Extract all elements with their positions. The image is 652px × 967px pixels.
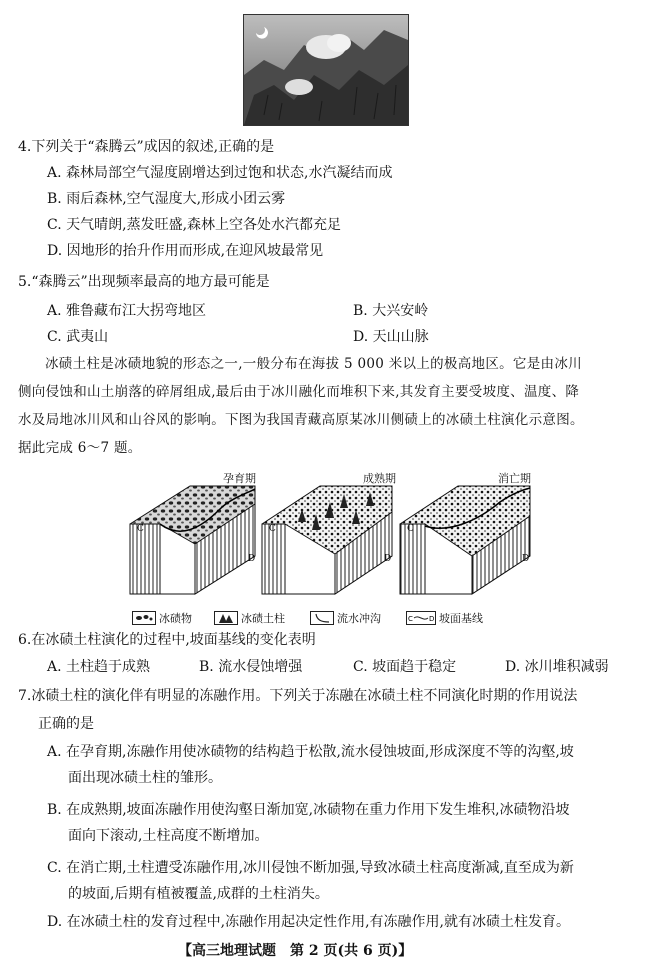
question-6-stem: 6.在冰碛土柱演化的过程中,坡面基线的变化表明 [18,632,316,648]
question-7-option-a-line-2: 面出现冰碛土柱的雏形。 [68,770,222,786]
legend-gully-label: 流水冲沟 [337,612,381,625]
svg-text:C: C [408,615,413,623]
svg-text:D: D [429,615,435,623]
question-7-option-b-line-1: B. 在成熟期,坡面冻融作用使沟壑日渐加宽,冰碛物在重力作用下发生堆积,冰碛物沿坡 [47,802,570,818]
passage-line-3: 水及局地冰川风和山谷风的影响。下图为我国青藏高原某冰川侧碛上的冰碛土柱演化示意图。 [18,412,584,428]
legend-pillar [214,610,285,626]
legend-baseline [406,610,483,626]
block-formation [130,486,255,594]
question-7-option-c-line-1: C. 在消亡期,土柱遭受冻融作用,冰川侵蚀不断加强,导致冰碛土柱高度渐减,直至成为新 [47,860,574,876]
corner-c-block1: C [137,524,144,534]
question-6-option-c: C. 坡面趋于稳定 [353,659,457,675]
question-4-option-b: B. 雨后森林,空气湿度大,形成小团云雾 [47,191,286,207]
block-diagrams [120,484,540,602]
question-7-option-c-line-2: 的坡面,后期有植被覆盖,成群的土柱消失。 [68,886,329,902]
question-4-option-c: C. 天气晴朗,蒸发旺盛,森林上空各处水汽都充足 [47,217,342,233]
question-5-option-c: C. 武夷山 [47,329,109,345]
page-footer: 【高三地理试题 第 2 页(共 6 页)】 [178,943,413,959]
question-6-option-a: A. 土柱趋于成熟 [47,659,151,675]
question-7-stem-line-2: 正确的是 [38,716,94,732]
legend-baseline-label: 坡面基线 [439,612,483,625]
corner-d-block3: D [522,554,530,564]
stage-label-mature: 成熟期 [363,472,396,485]
passage-line-1: 冰碛土柱是冰碛地貌的形态之一,一般分布在海拔 5 000 米以上的极高地区。它是由冰川 [45,356,582,372]
question-5-option-a: A. 雅鲁藏布江大拐弯地区 [47,303,207,319]
question-5-option-b: B. 大兴安岭 [353,303,429,319]
moraine-symbol-icon [132,611,156,625]
question-7-stem-line-1: 7.冰碛土柱的演化伴有明显的冻融作用。下列关于冻融在冰碛土柱不同演化时期的作用说法 [18,688,578,704]
baseline-symbol-icon [406,611,436,625]
forest-cloud-photo [243,14,409,126]
legend-pillar-label: 冰碛土柱 [241,612,285,625]
question-4-stem: 4.下列关于“森腾云”成因的叙述,正确的是 [18,139,275,155]
question-5-option-d: D. 天山山脉 [353,329,429,345]
legend-moraine [132,610,192,626]
passage-line-2: 侧向侵蚀和山土崩落的碎屑组成,最后由于冰川融化而堆积下来,其发育主要受坡度、温度、降 [18,384,580,400]
block-mature [262,486,392,594]
question-6-option-d: D. 冰川堆积减弱 [505,659,609,675]
question-7-option-b-line-2: 面向下滚动,土柱高度不断增加。 [68,828,269,844]
pillar-symbol-icon [214,611,238,625]
question-6-option-b: B. 流水侵蚀增强 [199,659,303,675]
question-4-option-d: D. 因地形的抬升作用而形成,在迎风坡最常见 [47,243,324,259]
legend-gully [310,610,381,626]
legend-moraine-label: 冰碛物 [159,612,192,625]
question-4-option-a: A. 森林局部空气湿度剧增达到过饱和状态,水汽凝结而成 [47,165,393,181]
corner-c-block3: C [407,524,414,534]
corner-c-block2: C [269,524,276,534]
corner-d-block2: D [384,554,392,564]
question-7-option-a-line-1: A. 在孕育期,冻融作用使冰碛物的结构趋于松散,流水侵蚀坡面,形成深度不等的沟壑,坡 [47,744,574,760]
moraine-pillar-evolution-diagram [120,466,540,631]
gully-symbol-icon [310,611,334,625]
stage-label-decline: 消亡期 [498,472,531,485]
stage-label-formation: 孕育期 [223,472,256,485]
question-5-stem: 5.“森腾云”出现频率最高的地方最可能是 [18,274,270,290]
question-7-option-d: D. 在冰碛土柱的发育过程中,冻融作用起决定性作用,有冻融作用,就有冰碛土柱发育。 [47,914,570,930]
corner-d-block1: D [248,554,256,564]
block-decline [400,486,530,594]
passage-line-4: 据此完成 6～7 题。 [18,440,142,456]
